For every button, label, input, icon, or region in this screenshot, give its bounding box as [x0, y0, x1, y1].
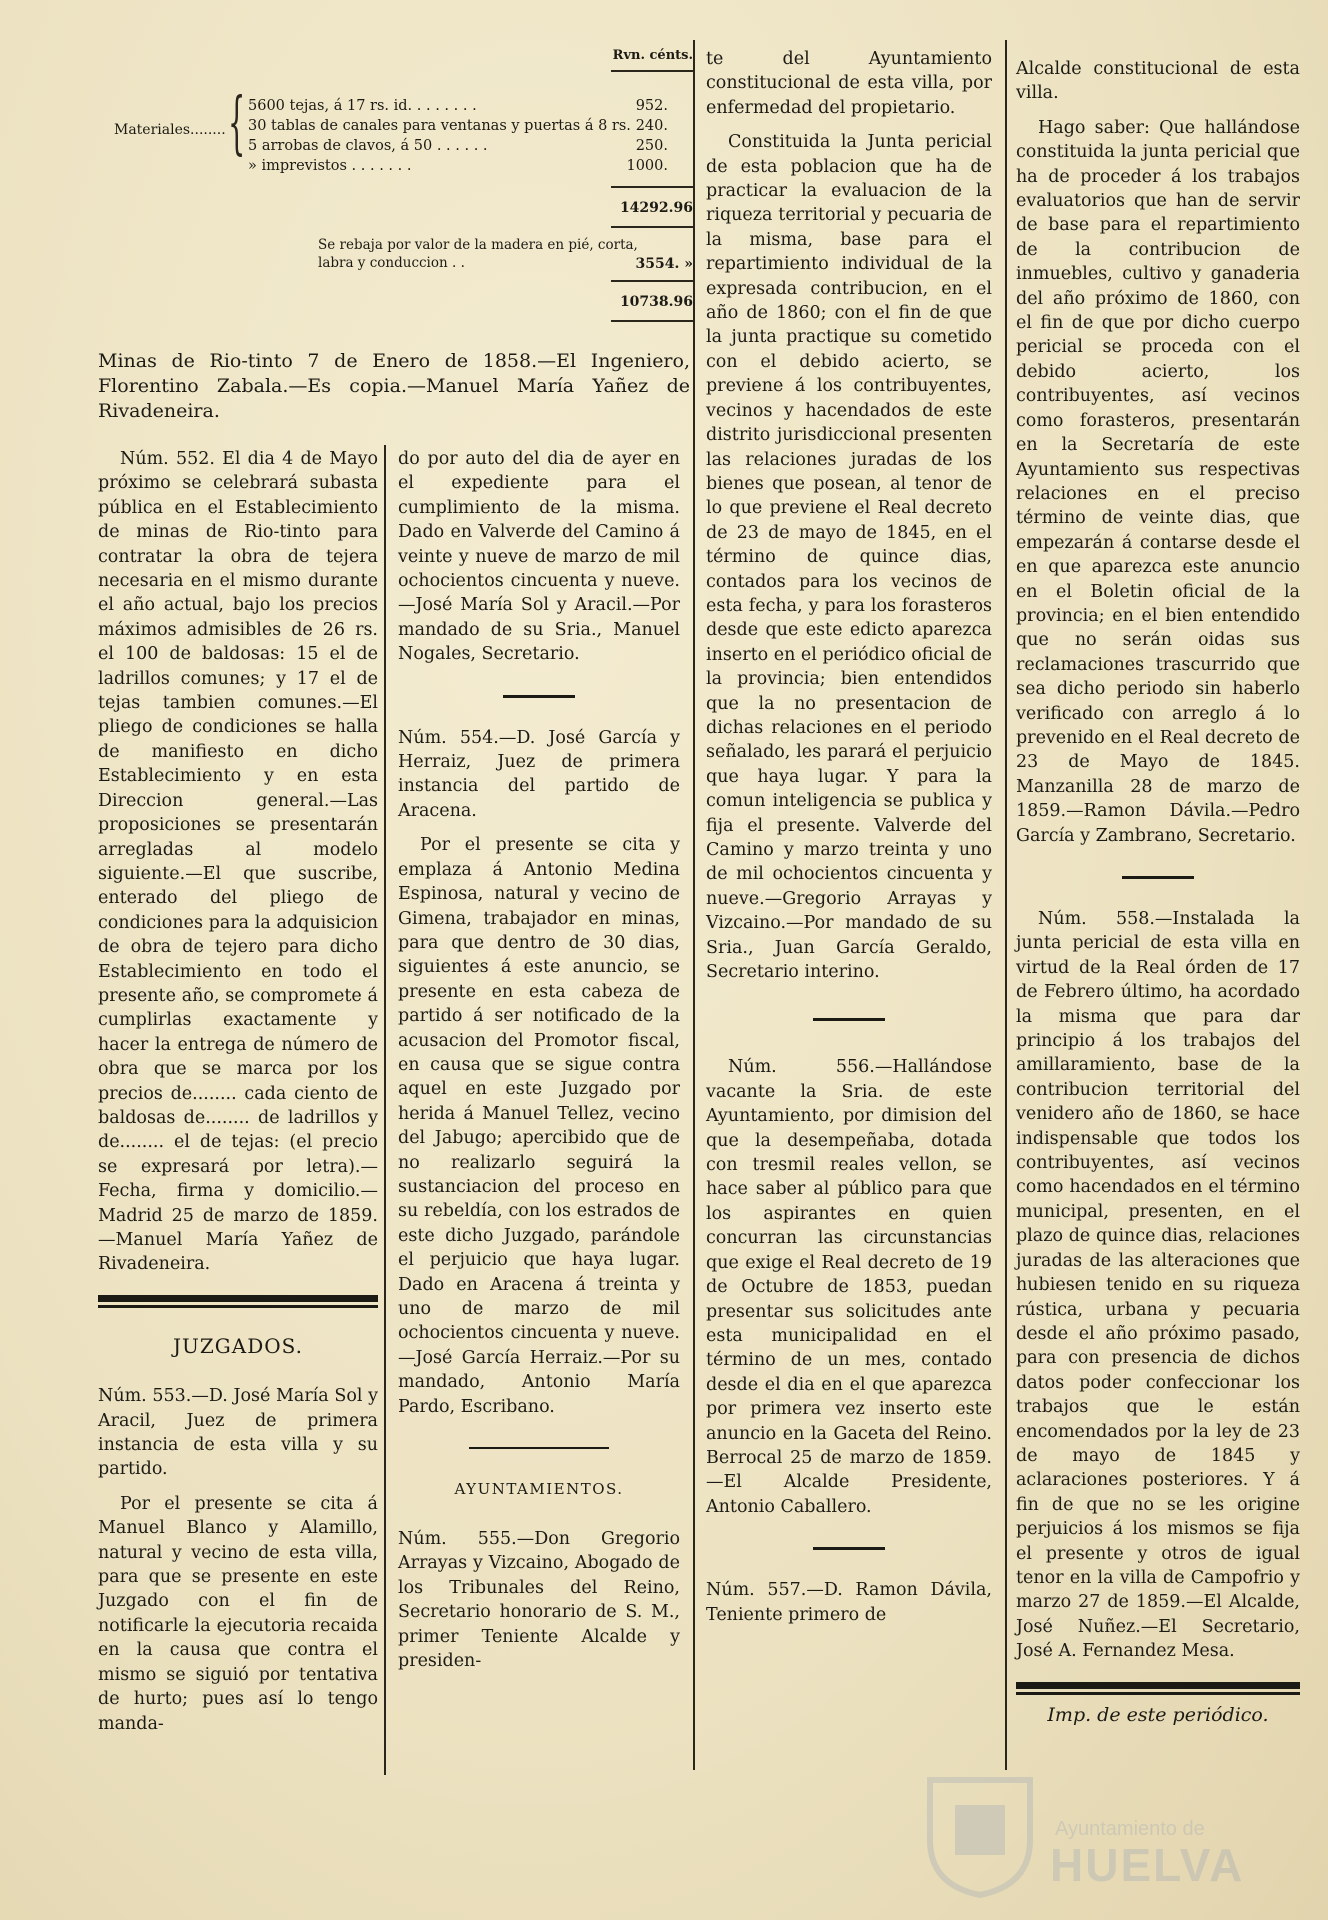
section-rule — [813, 1018, 885, 1021]
notice-556: Núm. 556.—Hallándose vacante la Sria. de este Ayuntamiento, por dimision del que la desempeñaba, dotada con tresmil reales vellon, se hace saber al público para que los aspirantes en quien concurran las circunstancias que exige el Real decreto de 19 de Octubre de 1853, puedan presentar sus solicitudes ante esta municipalidad en el término de un mes, contado desde el dia en el que aparezca por primera vez inserto este anuncio en la Gaceta del Reino. Berrocal 25 de marzo de 1859.—El Alcalde Presidente, Antonio Caballero. — [706, 1057, 992, 1517]
section-rule — [1122, 876, 1194, 879]
section-rule — [813, 1547, 885, 1550]
notice-555: Núm. 555.—Don Gregorio Arrayas y Vizcaino, Abogado de los Tribunales del Reino, Secretario honorario de S. M., primer Teniente Alcalde y presiden- — [398, 1528, 680, 1671]
column-2 — [398, 447, 680, 1683]
notice-557-body: Hago saber: Que hallándose constituida la junta pericial que ha de proceder á los trabajos evaluatorios que han de servir de base para el repartimiento de la contribucion de inmuebles, cultivo y ganaderia del año próximo de 1860, con el fin de que por dicho cuerpo pericial se proceda con el debido acierto, los contribuyentes, así vecinos como forasteros, presentarán en la Secretaría de este Ayuntamiento sus respectivas relaciones en el preciso término de veinte dias, que empezarán á contarse desde el en que aparezca este anuncio en el Boletin oficial de la provincia; en el bien entendido que no serán oidas sus reclamaciones trascurrido que sea dicho periodo sin haberlo verificado con arreglo á lo prevenido en el Real decreto de 23 de Mayo de 1845. Manzanilla 28 de marzo de 1859.—Ramon Dávila.—Pedro García y Zambrano, Secretario. — [1016, 117, 1300, 846]
notice-553-heading: Núm. 553.—D. José María Sol y Aracil, Juez de primera instancia de esta villa y su partido. — [98, 1386, 378, 1480]
section-rule — [469, 1447, 609, 1449]
table-row: 30 tablas de canales para ventanas y puertas á 8 rs. 240. — [248, 118, 668, 134]
notice-554-body: Por el presente se cita y emplaza á Antonio Medina Espinosa, natural y vecino de Gimena, trabajador en minas, para que dentro de 30 dias, siguientes á este anuncio, se presente en esta cabeza de partido á ser notificado de la acusacion del Promotor fiscal, en causa que se sigue contra aquel en este Juzgado por herida á Manuel Tellez, vecino del Jabugo; apercibido que de no realizarlo seguirá la sustanciacion del proceso en su rebeldía, con los estrados de este dicho Juzgado, parándole el perjuicio que haya lugar. Dado en Aracena á treinta y uno de marzo de mil ochocientos cincuenta y nueve.—José García Herraiz.—Por su mandado, Antonio María Pardo, Escribano. — [398, 835, 680, 1417]
huelva-watermark — [920, 1770, 1250, 1900]
table-divider — [611, 70, 693, 72]
table-divider — [611, 280, 693, 282]
notice-552: Núm. 552. El dia 4 de Mayo próximo se celebrará subasta pública en el Establecimiento de minas de Rio-tinto para contratar la obra de tejera necesaria en el mismo durante el año actual, bajo los precios máximos admisibles de 26 rs. el 100 de baldosas: 15 el de ladrillos comunes; y 17 el de tejas tambien comunes.—El pliego de condiciones se halla de manifiesto en dicho Establecimiento y en esta Direccion general.—Las proposiciones se presentarán arregladas al modelo siguiente.—El que suscribe, enterado del pliego de condiciones para la adquisicion de obra de tejero para dicho Establecimiento en todo el presente año, se compromete á cumplirlas exactamente y hacer la entrega de número de obra que se marca por los precios de........ cada ciento de baldosas de........ de ladrillos y de........ el de tejas: (el precio se expresará por letra).—Fecha, firma y domicilio.—Madrid 25 de marzo de 1859.—Manuel María Yañez de Rivadeneira. — [98, 449, 378, 1275]
column-rule — [1005, 40, 1007, 1770]
section-rule — [98, 1305, 378, 1308]
section-rule — [98, 1295, 378, 1302]
imprint: Imp. de este periódico. — [1047, 1703, 1269, 1726]
column-rule — [693, 40, 695, 1770]
table-divider — [611, 226, 693, 228]
table-group-label: Materiales........ — [114, 122, 226, 138]
section-rule — [1016, 1692, 1300, 1695]
column-1 — [98, 447, 378, 1746]
brace-symbol: { — [228, 84, 246, 163]
ayuntamientos-heading: AYUNTAMIENTOS. — [454, 1479, 624, 1498]
notice-555-continued: te del Ayuntamiento constitucional de esta villa, por enfermedad del propietario. — [706, 49, 992, 118]
notice-554-heading: Núm. 554.—D. José García y Herraiz, Juez de primera instancia del partido de Aracena. — [398, 727, 680, 821]
section-rule — [1016, 1682, 1300, 1689]
table-row: 5600 tejas, á 17 rs. id. . . . . . . . 952. — [248, 98, 668, 114]
watermark-line-2: HUELVA — [1050, 1839, 1245, 1891]
section-rule — [503, 695, 575, 698]
juzgados-heading: JUZGADOS. — [173, 1333, 303, 1358]
table-subtotal: 14292.96 — [619, 200, 693, 216]
table-header: Rvn. cénts. — [612, 48, 693, 63]
table-total: 10738.96 — [619, 294, 693, 310]
notice-557-continued: Alcalde constitucional de esta villa. — [1016, 59, 1300, 104]
notice-553-continued: do por auto del dia de ayer en el expediente para el cumplimiento de la misma. Dado en Valverde del Camino á veinte y nueve de marzo de mil ochocientos cincuenta y nueve.—José María Sol y Aracil.—Por mandado de su Sria., Manuel Nogales, Secretario. — [398, 449, 680, 665]
watermark-line-1: Ayuntamiento de — [1055, 1818, 1205, 1840]
notice-553-body: Por el presente se cita á Manuel Blanco y Alamillo, natural y vecino de esta villa, para que se presente en este Juzgado con el fin de notificarle la ejecutoria recaida en la causa que contra el mismo se siguió por tentativa de hurto; pues así lo tengo manda- — [98, 1493, 378, 1734]
notice-558: Núm. 558.—Instalada la junta pericial de esta villa en virtud de la Real órden de 17 de Febrero último, ha acordado la misma que para dar principio á los trabajos del amillaramiento, base de la contribucion territorial del venidero año de 1860, se hace indispensable que todos los contribuyentes, así vecinos como hacendados en el término municipal, presenten, en el plazo de quince dias, relaciones juradas de las alteraciones que hubiesen tenido en su riqueza rústica, urbana y pecuaria desde el año próximo pasado, para con presencia de dichos datos poder confeccionar los trabajos que le están encomendados por la ley de 23 de mayo de 1845 y aclaraciones posteriores. Y á fin de que no se les origine perjuicios á los mismos se fija el presente y otros de igual tenor en la villa de Campofrio y marzo 27 de 1859.—El Alcalde, José Nuñez.—El Secretario, José A. Fernandez Mesa. — [1016, 909, 1300, 1662]
column-3 — [706, 47, 992, 1637]
shield-icon — [920, 1770, 1040, 1900]
notice-555-body: Constituida la Junta pericial de esta poblacion que ha de practicar la evaluacion de la riqueza territorial y pecuaria de la misma, base para el repartimiento individual de la expresada contribucion, en el año de 1860; con el fin de que la junta practique su cometido con el debido acierto, se previene á los contribuyentes, vecinos y hacendados de este distrito jurisdiccional presenten las relaciones juradas de los bienes que posean, al tenor de lo que previene el Real decreto de 23 de mayo de 1845, en el término de quince dias, contados para los vecinos de esta fecha, y para los forasteros desde que este edicto aparezca inserto en el periódico oficial de la provincia; bien entendidos que la no presentacion de dichas relaciones en el periodo señalado, les parará el perjuicio que haya lugar. Y para la comun inteligencia se publica y fija el presente. Valverde del Camino y marzo treinta y uno de mil ochocientos cincuenta y nueve.—Gregorio Arrayas y Vizcaino.—Por mandado de su Sria., Juan García Geraldo, Secretario interino. — [706, 132, 992, 983]
table-row: 5 arrobas de clavos, á 50 . . . . . . 250. — [248, 138, 668, 154]
notice-557: Núm. 557.—D. Ramon Dávila, Teniente primero de — [706, 1580, 992, 1625]
table-deduction: Se rebaja por valor de la madera en pié, corta, labra y conduccion . . — [318, 237, 638, 271]
table-divider — [611, 320, 693, 322]
table-row: » imprevistos . . . . . . . 1000. — [248, 158, 668, 174]
rio-tinto-signoff: Minas de Rio-tinto 7 de Enero de 1858.—El Ingeniero, Florentino Zabala.—Es copia.—Manuel María Yañez de Rivadeneira. — [98, 350, 690, 422]
table-divider — [611, 186, 693, 188]
column-4 — [1016, 57, 1300, 1727]
table-deduction-amount: 3554. » — [635, 256, 693, 272]
column-rule — [384, 445, 386, 1775]
